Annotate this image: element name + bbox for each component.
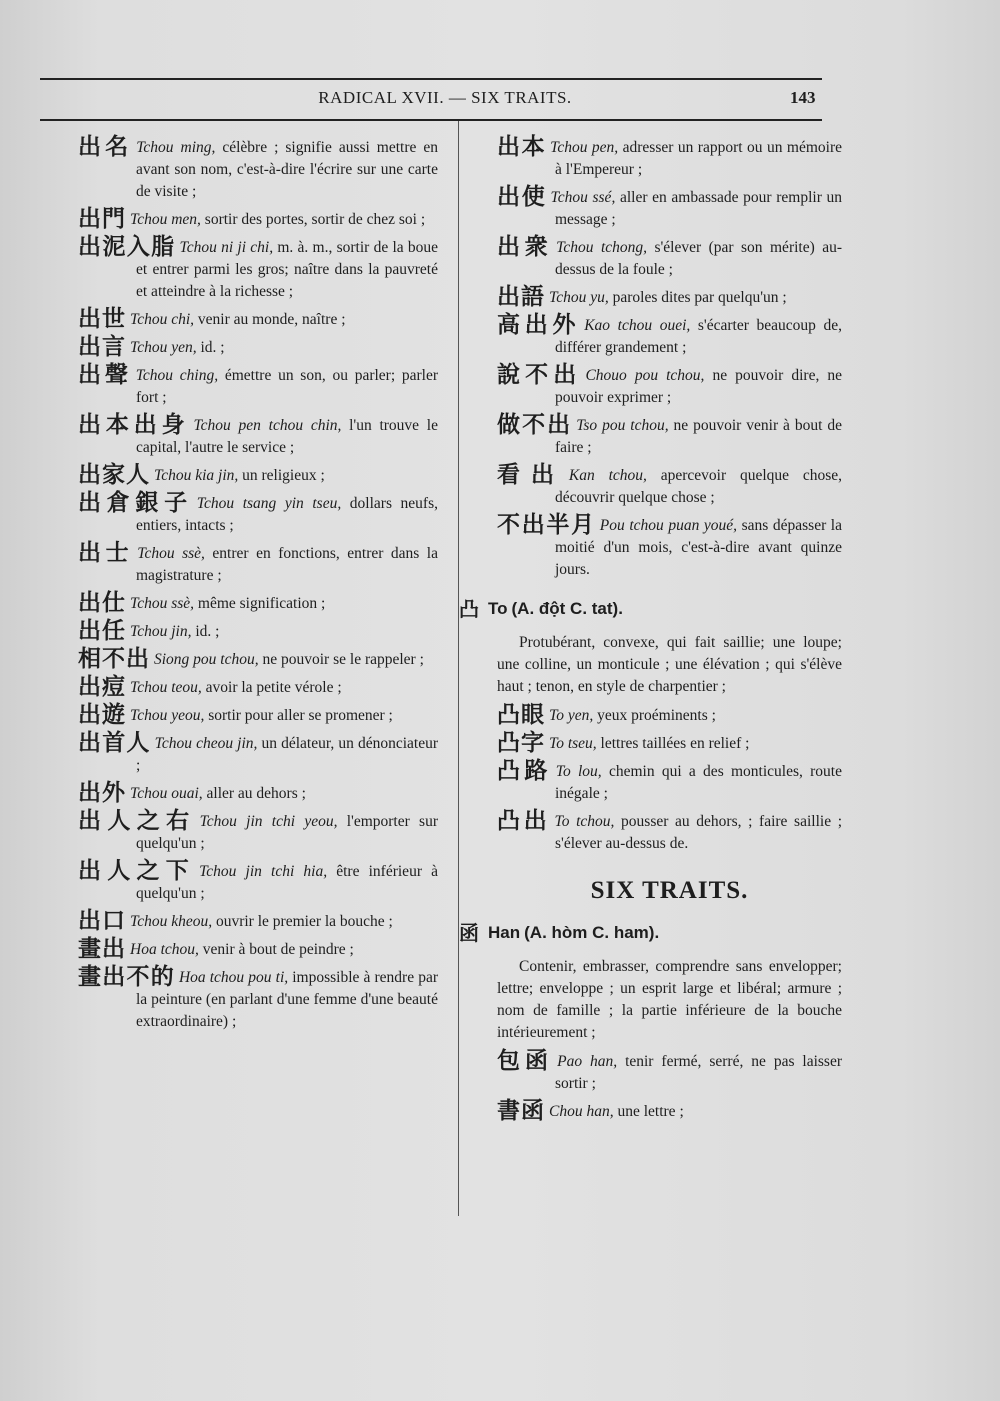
entry-definition: aller au dehors ; [202,785,306,802]
dictionary-entry [78,782,438,805]
dictionary-entry [78,308,438,331]
entry-romanization: Tchou ssé, [550,189,616,206]
headword-pronunciation: (A. hòm C. ham). [524,923,660,942]
entry-romanization: To tchou, [554,813,615,830]
headword-definition: Protubérant, convexe, qui fait saillie; une loupe; une colline, un monticule ; une élévation ; qui s'élève haut ; tenon, en style de charpentier ; [497,634,842,695]
entry-definition: ouvrir le premier la bouche ; [212,913,393,930]
dictionary-entry [497,732,842,755]
entry-characters: 出士 [78,540,134,566]
entry-characters: 出使 [497,184,547,210]
dictionary-entry [78,236,438,303]
dictionary-entry [497,236,842,281]
entry-romanization: To lou, [555,763,602,780]
dictionary-entry [497,810,842,855]
entry-characters: 出首人 [78,730,151,756]
entry-romanization: Tchou pen tchou chin, [193,417,342,434]
entry-characters: 凸字 [497,730,545,756]
entry-characters: 書函 [497,1098,545,1124]
headword-romanization: Han [488,923,521,942]
entry-definition: s'écarter beaucoup de, différer grandement ; [555,317,842,356]
entry-romanization: To tseu, [549,735,597,752]
entry-definition: sortir pour aller se promener ; [204,707,393,724]
entry-definition: entrer en fonctions, entrer dans la magistrature ; [136,545,438,584]
entry-characters: 出言 [78,334,126,360]
entry-characters: 出口 [78,908,126,934]
entry-romanization: Tchou kheou, [130,913,213,930]
entry-romanization: Tchou kia jin, [154,467,239,484]
dictionary-entry [78,208,438,231]
entry-definition: yeux proéminents ; [593,707,716,724]
dictionary-entry [497,136,842,181]
entry-romanization: Pao han, [557,1053,618,1070]
entry-definition: être inférieur à quelqu'un ; [136,863,438,902]
entry-characters: 出倉銀子 [78,490,193,516]
entry-romanization: Chou han, [549,1103,614,1120]
entry-characters: 不出半月 [497,512,596,538]
dictionary-entry [78,676,438,699]
dictionary-entry [497,186,842,231]
column-divider [458,121,459,1216]
entry-definition: s'élever (par son mérite) au-dessus de la foule ; [555,239,843,278]
dictionary-entry [497,760,842,805]
entry-definition: adresser un rapport ou un mémoire à l'Empereur ; [555,139,842,178]
running-header: RADICAL XVII. — SIX TRAITS. [318,88,572,107]
entry-definition: ne pouvoir venir à bout de faire ; [555,417,842,456]
entry-characters: 出本 [497,134,547,160]
dictionary-entry [78,620,438,643]
entry-definition: impossible à rendre par la peinture (en parlant d'une femme d'une beauté extraordinaire) ; [136,969,438,1030]
entry-characters: 出世 [78,306,126,332]
entry-characters: 出本出身 [78,412,190,438]
entry-romanization: Tchou pen, [550,139,619,156]
entry-definition: id. ; [196,339,225,356]
dictionary-entry [78,910,438,933]
entry-romanization: Hoa tchou pou ti, [178,969,289,986]
header-top-rule [40,78,822,80]
entry-definition: l'un trouve le capital, l'autre le service ; [136,417,438,456]
dictionary-entry [78,492,438,537]
dictionary-entry [78,938,438,961]
entry-characters: 出痘 [78,674,126,700]
to-compound-list [497,704,842,855]
entry-romanization: Tchou cheou jin, [154,735,258,752]
dictionary-entry [78,704,438,727]
entry-definition: venir au monde, naître ; [194,311,346,328]
dictionary-entry [78,966,438,1033]
entry-definition: apercevoir quelque chose, découvrir quelque chose ; [555,467,842,506]
dictionary-entry [78,860,438,905]
entry-definition: même signification ; [194,595,326,612]
entry-characters: 凸出 [497,808,551,834]
entry-characters: 出人之下 [78,858,196,884]
entry-characters: 說不出 [497,362,582,388]
entry-romanization: Tchou jin tchi yeou, [199,813,338,830]
headword-romanization: To [488,599,508,618]
entry-romanization: Tchou teou, [130,679,202,696]
entry-romanization: Tchou ouai, [130,785,203,802]
entry-romanization: Tchou jin tchi hia, [199,863,328,880]
dictionary-entry [78,542,438,587]
entry-romanization: Tchou tchong, [556,239,648,256]
entry-characters: 出語 [497,284,545,310]
headword-definition: Contenir, embrasser, comprendre sans envelopper; lettre; enveloppe ; un esprit large et libéral; armure ; nom de famille ; la partie inférieure de la bouche intérieurement ; [497,958,842,1041]
entry-definition: émettre un son, ou parler; parler fort ; [136,367,439,406]
entry-characters: 高出外 [497,312,581,338]
entry-definition: pousser au dehors, ; faire saillie ; s'élever au-dessus de. [555,813,843,852]
entry-romanization: Tchou yen, [130,339,197,356]
entry-romanization: Pou tchou puan youé, [599,517,738,534]
entry-romanization: Chouo pou tchou, [585,367,705,384]
entry-romanization: Tchou tsang yin tseu, [196,495,342,512]
entry-definition: sortir des portes, sortir de chez soi ; [200,211,426,228]
entry-definition: tenir fermé, serré, ne pas laisser sortir ; [555,1053,843,1092]
right-column [459,134,843,1128]
entry-romanization: Kan tchou, [568,467,647,484]
entry-romanization: Kao tchou ouei, [584,317,691,334]
entry-romanization: Tchou men, [130,211,201,228]
entry-definition: lettres taillées en relief ; [596,735,750,752]
entry-characters: 做不出 [497,412,573,438]
dictionary-entry [78,810,438,855]
entry-definition: un religieux ; [238,467,325,484]
entry-definition: chemin qui a des monticules, route inégale ; [555,763,842,802]
page-number: 143 [790,88,816,107]
dictionary-entry [78,414,438,459]
entry-characters: 相不出 [78,646,150,672]
entry-characters: 畫出不的 [78,964,175,990]
entry-characters: 出人之右 [78,808,196,834]
dictionary-entry [78,136,438,203]
entry-characters: 包函 [497,1048,554,1074]
entry-definition: ne pouvoir se le rappeler ; [258,651,424,668]
entry-definition: avoir la petite vérole ; [201,679,342,696]
left-column [78,136,438,1038]
dictionary-entry [497,414,842,459]
dictionary-entry [497,704,842,727]
entry-romanization: To yen, [549,707,594,724]
entry-definition: l'emporter sur quelqu'un ; [136,813,438,852]
entry-definition: m. à. m., sortir de la boue et entrer parmi les gros; naître dans la pauvreté et atteindre à la richesse ; [136,239,439,300]
dictionary-entry [78,364,438,409]
entry-characters: 畫出 [78,936,126,962]
entry-characters: 出仕 [78,590,126,616]
han-compound-list [497,1050,842,1123]
entry-romanization: Tchou jin, [130,623,192,640]
dictionary-entry [497,514,842,581]
right-entries [497,136,842,581]
entry-definition: aller en ambassade pour remplir un message ; [555,189,842,228]
entry-definition: sans dépasser la moitié d'un mois, c'est-à-dire avant quinze jours. [555,517,842,578]
entry-romanization: Siong pou tchou, [154,651,259,668]
entry-romanization: Tchou ming, [136,139,216,156]
entry-characters: 出遊 [78,702,126,728]
entry-characters: 出門 [78,206,126,232]
entry-definition: célèbre ; signifie aussi mettre en avant son nom, c'est-à-dire l'écrire sur une carte de visite ; [136,139,438,200]
entry-definition: dollars neufs, entiers, intacts ; [136,495,438,534]
dictionary-entry [497,364,842,409]
entry-romanization: Tchou ni ji chi, [179,239,274,256]
dictionary-entry [497,464,842,509]
entry-romanization: Tchou yu, [549,289,609,306]
entry-romanization: Tchou yeou, [130,707,205,724]
entry-characters: 看出 [497,462,565,488]
entry-characters: 出衆 [497,234,553,260]
entry-romanization: Tchou ching, [135,367,219,384]
dictionary-entry [497,1100,842,1123]
headword-character: 函 [459,921,480,945]
entry-characters: 出聲 [78,362,132,388]
entry-characters: 出家人 [78,462,150,488]
entry-romanization: Tchou ssè, [130,595,195,612]
headword-character: 凸 [459,597,480,621]
entry-definition: venir à bout de peindre ; [198,941,354,958]
header-bottom-rule [40,119,822,121]
entry-romanization: Tso pou tchou, [576,417,669,434]
section-title: SIX TRAITS. [590,877,749,904]
entry-romanization: Tchou ssè, [137,545,205,562]
headword-pronunciation: (A. đột C. tat). [511,599,623,618]
entry-characters: 出外 [78,780,126,806]
entry-definition: ne pouvoir dire, ne pouvoir exprimer ; [555,367,843,406]
entry-definition: paroles dites par quelqu'un ; [608,289,787,306]
dictionary-headword-to [459,597,842,622]
dictionary-headword-han [459,921,842,946]
entry-definition: une lettre ; [613,1103,684,1120]
dictionary-entry [497,286,842,309]
entry-characters: 凸路 [497,758,552,784]
entry-romanization: Hoa tchou, [130,941,199,958]
entry-characters: 出泥入脂 [78,234,176,260]
dictionary-entry [497,314,842,359]
entry-characters: 出名 [78,134,133,160]
dictionary-entry [497,1050,842,1095]
dictionary-entry [78,336,438,359]
entry-definition: id. ; [191,623,220,640]
entry-characters: 出任 [78,618,126,644]
entry-characters: 凸眼 [497,702,545,728]
entry-definition: un délateur, un dénonciateur ; [136,735,439,774]
dictionary-entry [78,592,438,615]
dictionary-entry [78,732,438,777]
entry-romanization: Tchou chi, [130,311,195,328]
dictionary-entry [78,464,438,487]
dictionary-entry [78,648,438,671]
